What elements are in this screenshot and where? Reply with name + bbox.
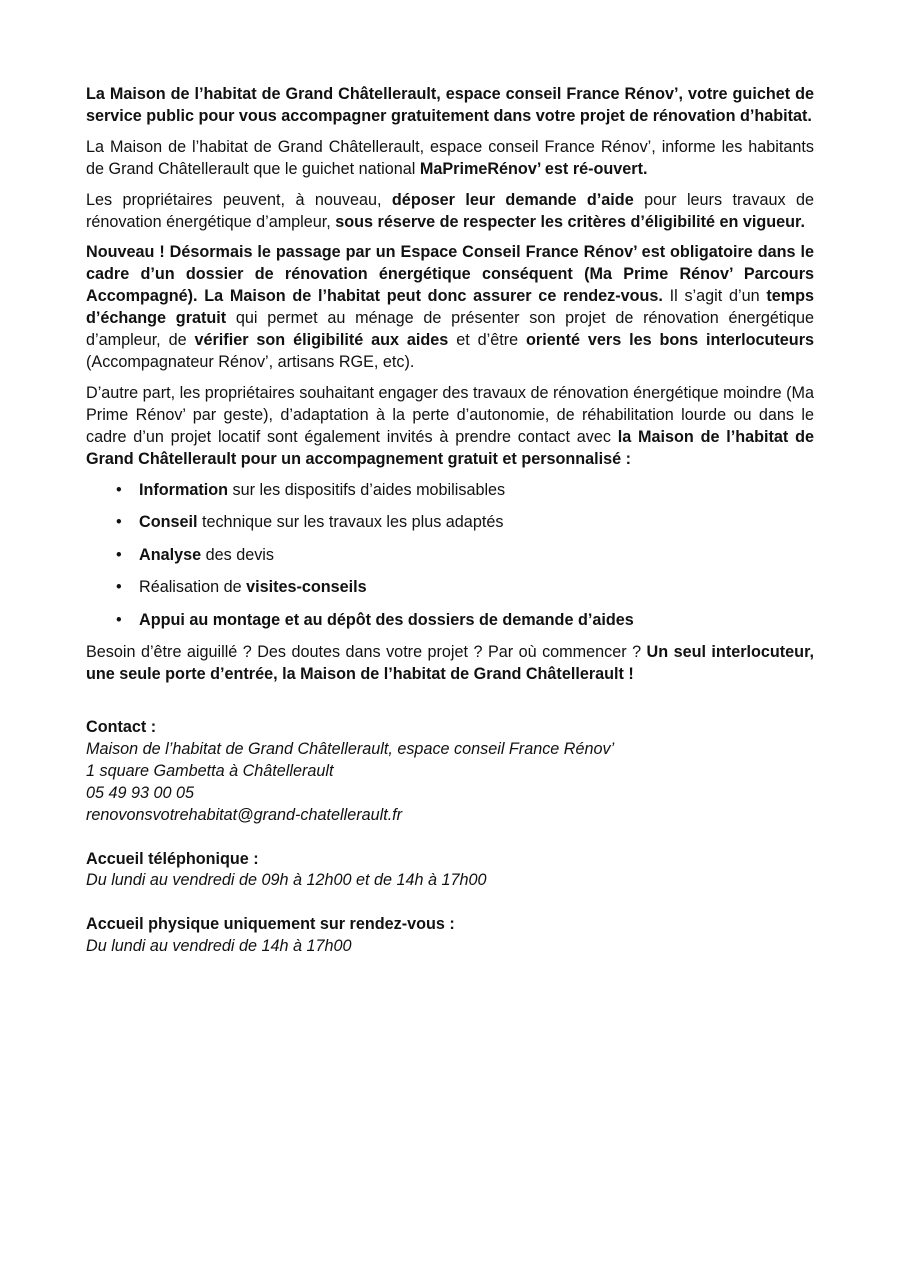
list-item xyxy=(86,512,814,534)
list-item xyxy=(86,610,814,632)
physical-reception-block xyxy=(86,914,814,958)
phone-reception-hours: Du lundi au vendredi de 09h à 12h00 et de 14h à 17h00 xyxy=(86,871,487,890)
paragraph-new-requirement xyxy=(86,242,814,373)
paragraph-closing xyxy=(86,642,814,686)
physical-reception-hours: Du lundi au vendredi de 14h à 17h00 xyxy=(86,937,352,956)
contact-organization: Maison de l’habitat de Grand Châtellerault, espace conseil France Rénov’ xyxy=(86,740,615,758)
paragraph-aid-request xyxy=(86,190,814,234)
bold-text: Un seul interlocuteur, une seule porte d’entrée, la Maison de l’habitat de Grand Châtellerault ! xyxy=(86,643,814,684)
text: (Accompagnateur Rénov’, artisans RGE, etc). xyxy=(86,352,415,371)
bullet-icon: • xyxy=(116,610,122,629)
list-item-text xyxy=(139,513,503,531)
list-item xyxy=(86,545,814,567)
bold-text: Analyse xyxy=(139,545,202,564)
bold-text: Appui au montage et au dépôt des dossiers de demande d’aides xyxy=(139,610,634,629)
contact-address: 1 square Gambetta à Châtellerault xyxy=(86,761,334,780)
list-item-text xyxy=(139,578,367,596)
text: Les propriétaires peuvent, à nouveau, xyxy=(86,190,392,209)
text: Besoin d’être aiguillé ? Des doutes dans votre projet ? Par où commencer ? xyxy=(86,643,647,662)
bold-text: déposer leur demande d’aide xyxy=(391,190,634,209)
bullet-icon: • xyxy=(116,545,122,564)
bold-text: Nouveau ! Désormais le passage par un Espace Conseil France Rénov’ est obligatoire dans le cadre d’un dossier de rénovation énergétique conséquent (Ma Prime Rénov’ Parcours Accompagné). La Maison de l’habitat peut donc assurer ce rendez-vous. xyxy=(86,243,814,306)
contact-label: Contact : xyxy=(86,718,157,737)
bold-text: Information xyxy=(139,480,229,499)
physical-reception-label: Accueil physique uniquement sur rendez-vous : xyxy=(86,915,455,934)
list-item-text xyxy=(139,481,505,499)
list-item-text xyxy=(139,611,634,629)
text: et d’être xyxy=(448,331,527,350)
bold-text: visites-conseils xyxy=(246,578,367,597)
contact-phone[interactable]: 05 49 93 00 05 xyxy=(86,783,195,802)
text: La Maison de l’habitat de Grand Châtellerault, espace conseil France Rénov’, informe les habitants de Grand Châtellerault que le guichet national xyxy=(86,137,814,178)
list-item-text xyxy=(139,546,274,564)
phone-reception-label: Accueil téléphonique : xyxy=(86,849,259,868)
text: pour leurs travaux de rénovation énergétique d’ampleur, xyxy=(86,190,814,231)
bold-text: vérifier son éligibilité aux aides xyxy=(194,331,449,350)
bold-text: sous réserve de respecter les critères d’éligibilité en vigueur. xyxy=(335,212,805,231)
paragraph-reopening xyxy=(86,137,814,181)
paragraph-other-owners xyxy=(86,383,814,471)
document-title: La Maison de l’habitat de Grand Châtellerault, espace conseil France Rénov’, votre guichet de service public pour vous accompagner gratuitement dans votre projet de rénovation d’habitat. xyxy=(86,85,814,125)
bold-text: temps d’échange gratuit xyxy=(86,287,815,328)
contact-email[interactable]: renovonsvotrehabitat@grand-chatellerault.fr xyxy=(86,805,403,824)
text: Il s’agit d’un xyxy=(662,287,767,306)
bold-text: Conseil xyxy=(139,513,198,532)
list-item xyxy=(86,577,814,599)
bullet-icon: • xyxy=(116,578,122,597)
text: qui permet au ménage de présenter son projet de rénovation énergétique d’ampleur, de xyxy=(86,309,814,350)
services-list xyxy=(86,480,814,632)
text: technique sur les travaux les plus adaptés xyxy=(197,513,504,532)
bold-text: MaPrimeRénov’ est ré-ouvert. xyxy=(419,159,648,178)
bold-text: orienté vers les bons interlocuteurs xyxy=(526,331,814,350)
text: sur les dispositifs d’aides mobilisables xyxy=(228,480,506,499)
bullet-icon: • xyxy=(116,480,122,499)
text: D’autre part, les propriétaires souhaitant engager des travaux de rénovation énergétique moindre (Ma Prime Rénov’ par geste), d’adaptation à la perte d’autonomie, de réhabilitation lourde ou dans le cadre d’un projet locatif sont également invités à prendre contact avec xyxy=(86,383,814,446)
list-item xyxy=(86,480,814,502)
text: Réalisation de xyxy=(139,578,247,597)
phone-reception-block xyxy=(86,849,814,893)
text: des devis xyxy=(201,545,274,564)
contact-block xyxy=(86,717,814,827)
bullet-icon: • xyxy=(116,513,122,532)
document-page xyxy=(86,84,814,958)
bold-text: la Maison de l’habitat de Grand Châtellerault pour un accompagnement gratuit et personnalisé : xyxy=(86,427,815,468)
